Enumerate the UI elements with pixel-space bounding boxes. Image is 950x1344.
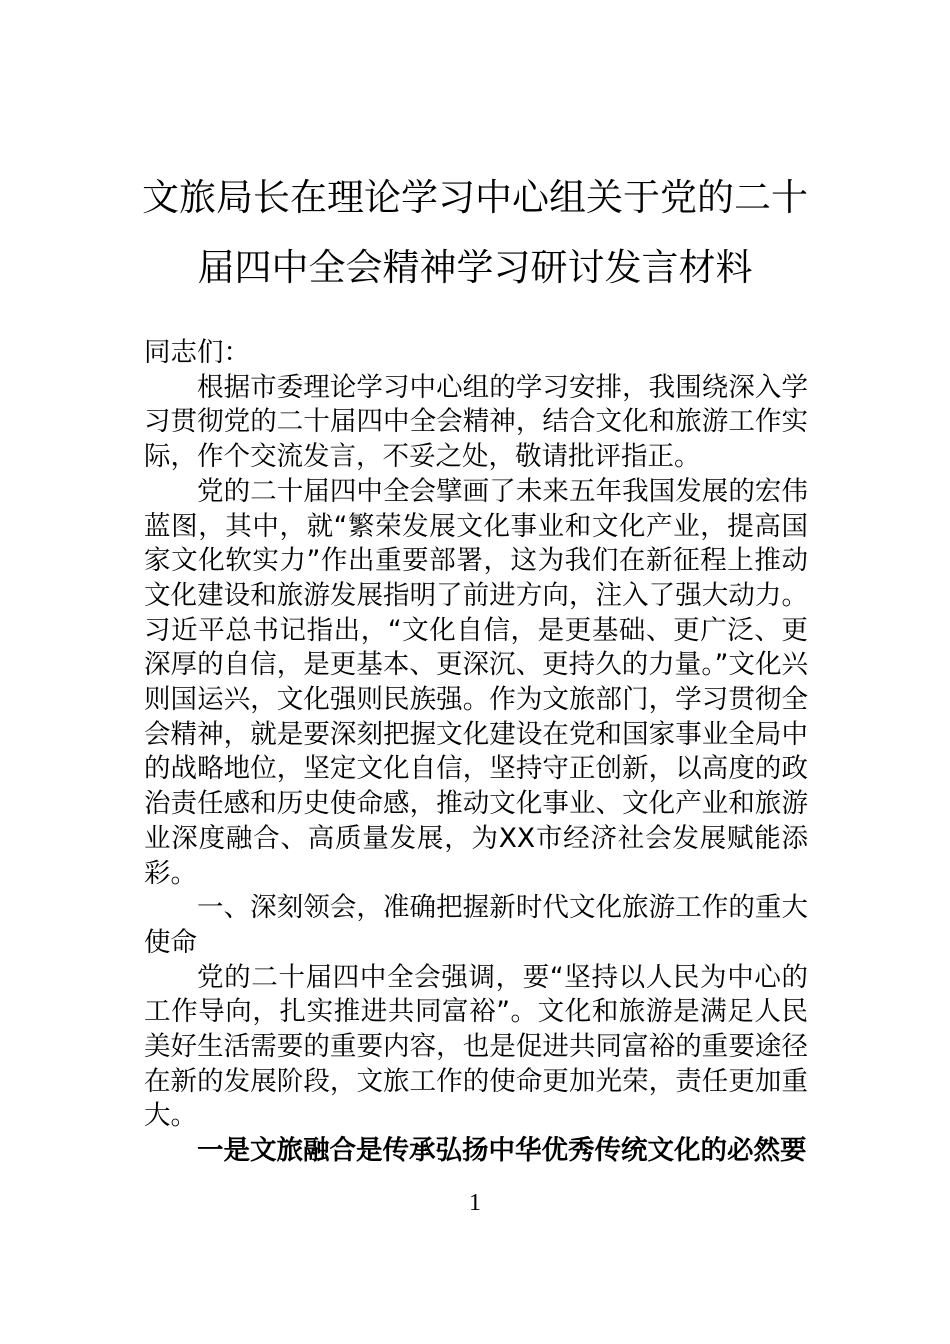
section-paragraph: 党的二十届四中全会强调，要“坚持以人民为中心的工作导向，扎实推进共同富裕”。文化和旅游是满足人民美好生活需要的重要内容，也是促进共同富裕的重要途径在新的发展阶段，文旅工作的使命更加光荣，责任更加重大。 bbox=[144, 961, 808, 1132]
intro-paragraph: 根据市委理论学习中心组的学习安排，我围绕深入学习贯彻党的二十届四中全会精神，结合文化和旅游工作实际，作个交流发言，不妥之处，敬请批评指正。 bbox=[144, 371, 808, 473]
background-paragraph: 党的二十届四中全会擘画了未来五年我国发展的宏伟蓝图，其中，就“繁荣发展文化事业和文化产业，提高国家文化软实力”作出重要部署，这为我们在新征程上推动文化建设和旅游发展指明了前进方向，注入了强大动力。习近平总书记指出，“文化自信，是更基础、更广泛、更深厚的自信，是更基本、更深沉、更持久的力量。”文化兴则国运兴，文化强则民族强。作为文旅部门，学习贯彻全会精神，就是要深刻把握文化建设在党和国家事业全局中的战略地位，坚定文化自信，坚持守正创新，以高度的政治责任感和历史使命感，推动文化事业、文化产业和旅游业深度融合、高质量发展，为XX市经济社会发展赋能添彩。 bbox=[144, 475, 808, 889]
document-title-line-1: 文旅局长在理论学习中心组关于党的二十 bbox=[142, 176, 808, 219]
salutation: 同志们： bbox=[144, 337, 250, 368]
document-body bbox=[144, 336, 808, 1169]
document-title-line-2: 届四中全会精神学习研讨发言材料 bbox=[197, 246, 753, 289]
section-heading: 一、深刻领会，准确把握新时代文化旅游工作的重大使命 bbox=[144, 892, 808, 958]
bold-subheading: 一是文旅融合是传承弘扬中华优秀传统文化的必然要 bbox=[197, 1135, 807, 1167]
page-number: 1 bbox=[469, 1190, 481, 1216]
